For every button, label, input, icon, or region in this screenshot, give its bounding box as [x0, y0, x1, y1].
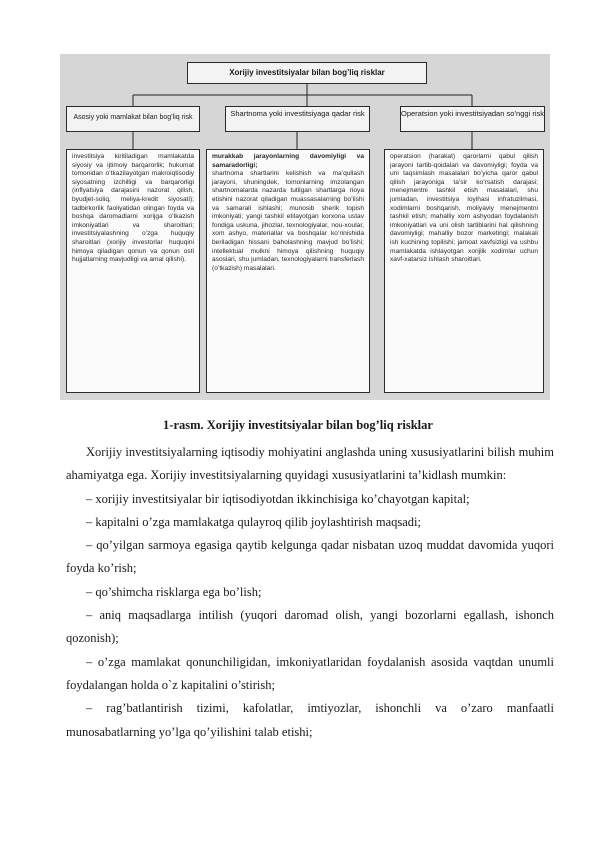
- list-item: – rag’batlantirish tizimi, kafolatlar, imtiyozlar, ishonchli va o’zaro manfaatli munosabatlarning yo’lga qo’yilishini talab etishi;: [66, 701, 554, 739]
- contract-risk-details: [206, 149, 370, 393]
- operational-risk-text: operatsion (harakat) qarorlarni qabul qilish jarayoni tartib-qoidalari va davomiyligi; foyda va uni taqsimlash masalalari bo’yicha qaror qabul qilish jarayoniga ta’sir ko’rsatish darajasi; menejmentni tashkil etish masalalari, shu jumladan, investitsiya loyihasi infratuzilmasi, xodimlarni boshqarish, moliyaviy menejmentni tashkil etish; mahalliy xom ashyodan foydalanish imkoniyatlari va uni olish tartiblarini hal qilishning davomiyligi; mahalliy bozor marketingi; malakali ish kuchining topilishi; jamoat xavfsizligi va ushbu mamlakatda ishlayotgan xorijlik xodimlar uchun xavf-xatarsiz ishlash sharoitlari.: [390, 153, 538, 264]
- list-item: – kapitalni o’zga mamlakatga qulayroq qilib joylashtirish maqsadi;: [86, 514, 421, 529]
- list-item: – o’zga mamlakat qonunchiligidan, imkoniyatlaridan foydalanish asosida vaqtdan unumli foydalangan holda o`z kapitalini o’stirish;: [66, 654, 554, 692]
- diagram-title-box: Xorijiy investitsiyalar bilan bog’liq risklar: [187, 62, 427, 84]
- country-risk-text: investitsiya kiritiladigan mamlakatda siyosiy va ijtimoiy barqarorlik; hukumat tomonidan o’tkazilayotgan makroiqtisodiy siyosatning izchilligi va barqarorligi (inflyatsiya darajasini nazorat qilish, byudjet-soliq, meliya-kredit siyosati); tadbirkorlik faoliyatidan olingan foyda va boshqa daromadlarni xorijga o’tkazish imkoniyatlari va sharoitlari; investitsiyalashning o’zga huquqiy sharoitlari (xorijiy investorlar huquqini himoya qiladigan qonun va qonun osti hujjatlarning mavjudligi va amal qilishi).: [72, 153, 194, 264]
- list-item: – qo’shimcha risklarga ega bo’lish;: [86, 584, 262, 599]
- figure-caption: 1-rasm. Xorijiy investitsiyalar bilan bog’liq risklar: [163, 418, 433, 432]
- intro-paragraph: Xorijiy investitsiyalarning iqtisodiy mohiyatini anglashda uning xususiyatlarini bilish muhim ahamiyatga ega. Xorijiy investitsiyalarning quyidagi xususiyatlarini ta’kidlash mumkin:: [66, 445, 554, 483]
- body-text: [66, 441, 554, 744]
- category-contract-risk: Shartnoma yoki investitsiyaga qadar risk: [225, 106, 370, 132]
- list-item: – aniq maqsadlarga intilish (yuqori daromad olish, yangi bozorlarni egallash, ishonch qozonish);: [66, 608, 554, 646]
- list-item: – xorijiy investitsiyalar bir iqtisodiyotdan ikkinchisiga ko’chayotgan kapital;: [86, 491, 470, 506]
- operational-risk-details: [384, 149, 544, 393]
- category-country-risk: Asosiy yoki mamlakat bilan bog’liq risk: [66, 106, 200, 132]
- contract-risk-bold-text: murakkab jarayonlarning davomiyligi va samaradorligi;: [212, 153, 364, 169]
- contract-risk-text: shartnoma shartlarini kelishish va ma’qullash jarayoni, shuningdek, tomonlarning imzolangan shartnomalarda nazarda tutilgan shartlarga rioya etishini nazorat qiladigan muassasalarning bo’lishi va samarali ishlashi; munosib sherik topish imkoniyati; yangi tashkil etilayotgan korxona ustav fondiga uskuna, jihozlar, texnologiyalar, nou-xoular, xom ashyo, materiallar va boshqalar ko’rinishida beriladigan hissani baholashning mavjud bo’lishi; intellektual mulkni himoya qilishning huquqiy asoslari, shu jumladan, texnologiyalarni transferlash (o’tkazish) masalalari.: [212, 170, 364, 272]
- risk-diagram: [60, 54, 550, 400]
- category-operational-risk: Operatsion yoki investitsiyadan so’nggi risk: [400, 106, 545, 132]
- list-item: – qo’yilgan sarmoya egasiga qaytib kelgunga qadar nisbatan uzoq muddat davomida yuqori foyda ko’rish;: [66, 538, 554, 576]
- country-risk-details: [66, 149, 200, 393]
